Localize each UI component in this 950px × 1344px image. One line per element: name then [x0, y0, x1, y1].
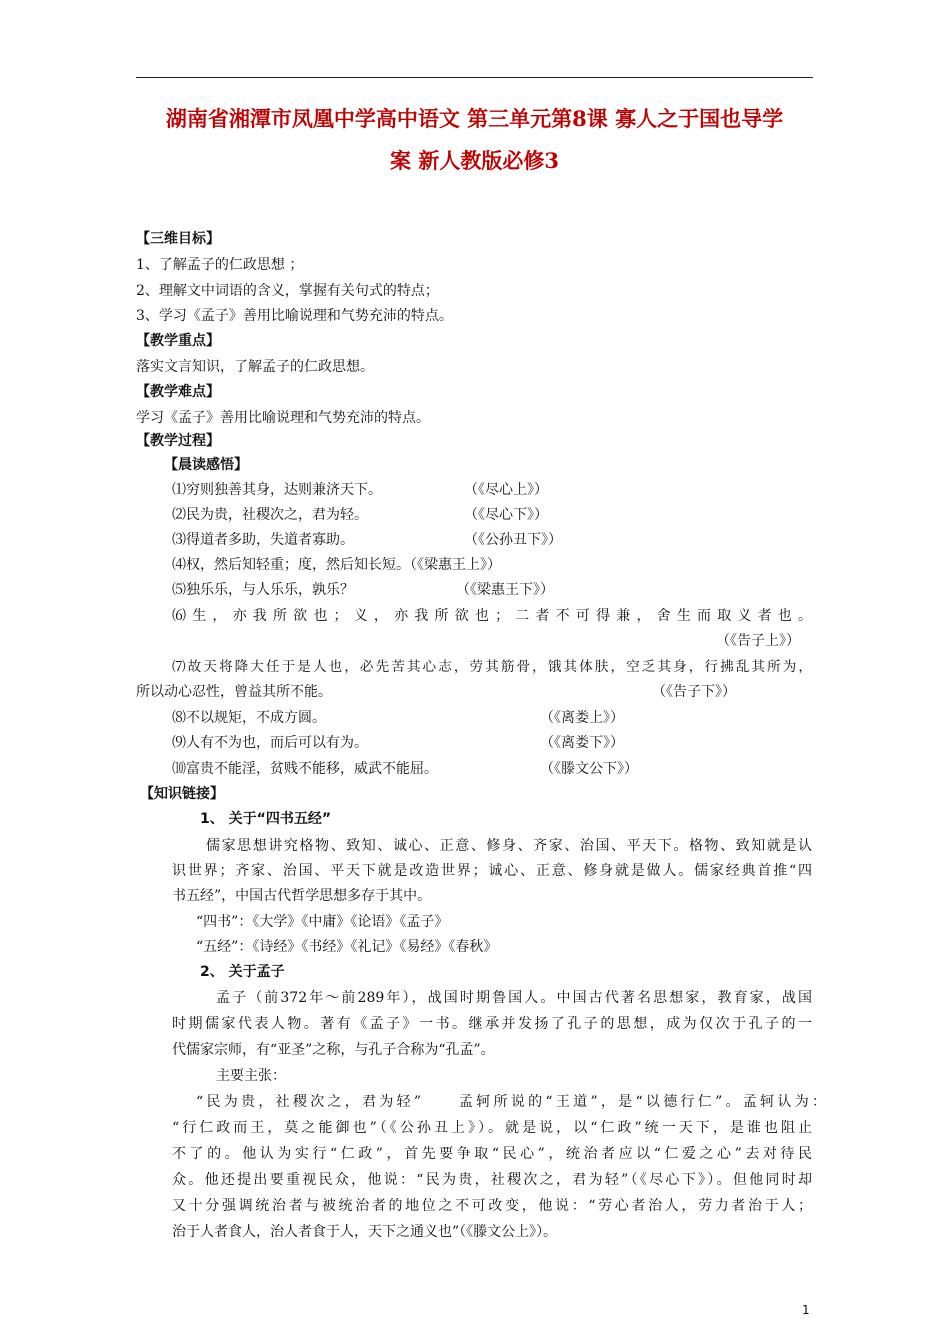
paragraph-line: 识世界；齐家、治国、平天下就是改造世界；诚心、正意、修身就是做人。儒家经典首推“四 — [172, 863, 812, 879]
quote-citation: （《梁惠王下》） — [456, 582, 554, 598]
paragraph-line: 孟子（前372年～前289年），战国时期鲁国人。中国古代著名思想家，教育家，战国 — [216, 990, 812, 1006]
paragraph-line: 代儒家宗师，有“亚圣”之称，与孔子合称为“孔孟”。 — [172, 1042, 495, 1058]
quote-7-line-2: 所以动心忍性，曾益其所不能。 — [136, 684, 332, 700]
quote-citation: （《离娄下》） — [540, 735, 624, 751]
quote-citation: （《离娄上》） — [540, 710, 624, 726]
page-number: 1 — [802, 1303, 810, 1317]
knowledge-2-heading: 2、 关于孟子 — [200, 964, 285, 980]
section-process-heading: 【教学过程】 — [136, 433, 220, 449]
quote-text: ⑵民为贵，社稷次之，君为轻。 — [172, 507, 368, 523]
quote-text: ⑷权，然后知轻重；度，然后知长短。（《梁惠王上》） — [172, 557, 501, 573]
paragraph-line: 又十分强调统治者与被统治者的地位之不可改变，他说：“劳心者治人，劳力者治于人； — [172, 1198, 812, 1214]
quote-text: ⑸独乐乐，与人乐乐，孰乐？ — [172, 582, 354, 598]
morning-reading-heading: 【晨读感悟】 — [164, 457, 248, 473]
quote-6-text: ⑹生，亦我所欲也；义，亦我所欲也；二者不可得兼，舍生而取义者也。 — [172, 608, 812, 624]
section-objectives-heading: 【三维目标】 — [136, 231, 220, 247]
quote-text: ⑶得道者多助，失道者寡助。 — [172, 532, 354, 548]
quote-6-citation: （《告子上》） — [716, 633, 800, 649]
key-points-text: 落实文言知识，了解孟子的仁政思想。 — [136, 359, 374, 375]
paragraph-line: 儒家思想讲究格物、致知、诚心、正意、修身、齐家、治国、平天下。格物、致知就是认 — [206, 838, 812, 854]
quote-citation: （《尽心下》） — [464, 507, 548, 523]
quote-text: ⑽富贵不能淫，贫贱不能移，威武不能屈。 — [172, 761, 438, 777]
paragraph-line: 治于人者食人，治人者食于人，天下之通义也”（《滕文公上》）。 — [172, 1224, 558, 1240]
section-difficulties-heading: 【教学难点】 — [136, 384, 220, 400]
five-classics-line: “五经”：《诗经》《书经》《礼记》《易经》《春秋》 — [196, 939, 498, 955]
header-rule — [136, 77, 813, 78]
quote-citation: （《公孙丑下》） — [464, 532, 562, 548]
objective-item: 1、了解孟子的仁政思想 ； — [136, 257, 304, 273]
paragraph-line: 众。他还提出要重视民众，他说：“民为贵，社稷次之，君为轻”（《尽心下》）。但他同时却 — [172, 1172, 812, 1188]
title-line-2: 案 新人教版必修3 — [390, 148, 559, 173]
paragraph-line: “行仁政而王，莫之能御也”（《公孙丑上》）。就是说，以“仁政”统一天下，是谁也阻止 — [172, 1120, 812, 1136]
section-key-points-heading: 【教学重点】 — [136, 333, 220, 349]
quote-7-line-1: ⑺故天将降大任于是人也，必先苦其心志，劳其筋骨，饿其体肤，空乏其身，行拂乱其所为， — [172, 659, 812, 675]
quote-citation: （《滕文公下》） — [540, 761, 638, 777]
main-ideas-label: 主要主张： — [216, 1068, 286, 1084]
quote-7-citation: （《告子下》） — [652, 684, 736, 700]
paragraph-line: 时期儒家代表人物。著有《孟子》一书。继承并发扬了孔子的思想，成为仅次于孔子的一 — [172, 1016, 812, 1032]
difficulties-text: 学习《孟子》善用比喻说理和气势充沛的特点。 — [136, 410, 430, 426]
objective-item: 2、理解文中词语的含义，掌握有关句式的特点； — [136, 283, 439, 299]
paragraph-line: “民为贵，社稷次之，君为轻” 孟轲所说的“王道”，是“以德行仁”。孟轲认为： — [196, 1094, 826, 1110]
quote-text: ⑼人有不为也，而后可以有为。 — [172, 735, 368, 751]
page-title — [136, 98, 813, 182]
section-knowledge-heading: 【知识链接】 — [140, 786, 224, 802]
paragraph-line: 书五经”，中国古代哲学思想多存于其中。 — [172, 888, 432, 904]
quote-text: ⑻不以规矩，不成方圆。 — [172, 710, 326, 726]
title-line-1: 湖南省湘潭市凤凰中学高中语文 第三单元第8课 寡人之于国也导学 — [165, 106, 784, 131]
objective-item: 3、学习《孟子》善用比喻说理和气势充沛的特点。 — [136, 308, 453, 324]
knowledge-1-heading: 1、 关于“四书五经” — [200, 811, 332, 827]
quote-citation: （《尽心上》） — [464, 482, 548, 498]
four-books-line: “四书”：《大学》《中庸》《论语》《孟子》 — [196, 914, 449, 930]
quote-text: ⑴穷则独善其身，达则兼济天下。 — [172, 482, 382, 498]
paragraph-line: 不了的。他认为实行“仁政”，首先要争取“民心”，统治者应以“仁爱之心”去对待民 — [172, 1146, 812, 1162]
